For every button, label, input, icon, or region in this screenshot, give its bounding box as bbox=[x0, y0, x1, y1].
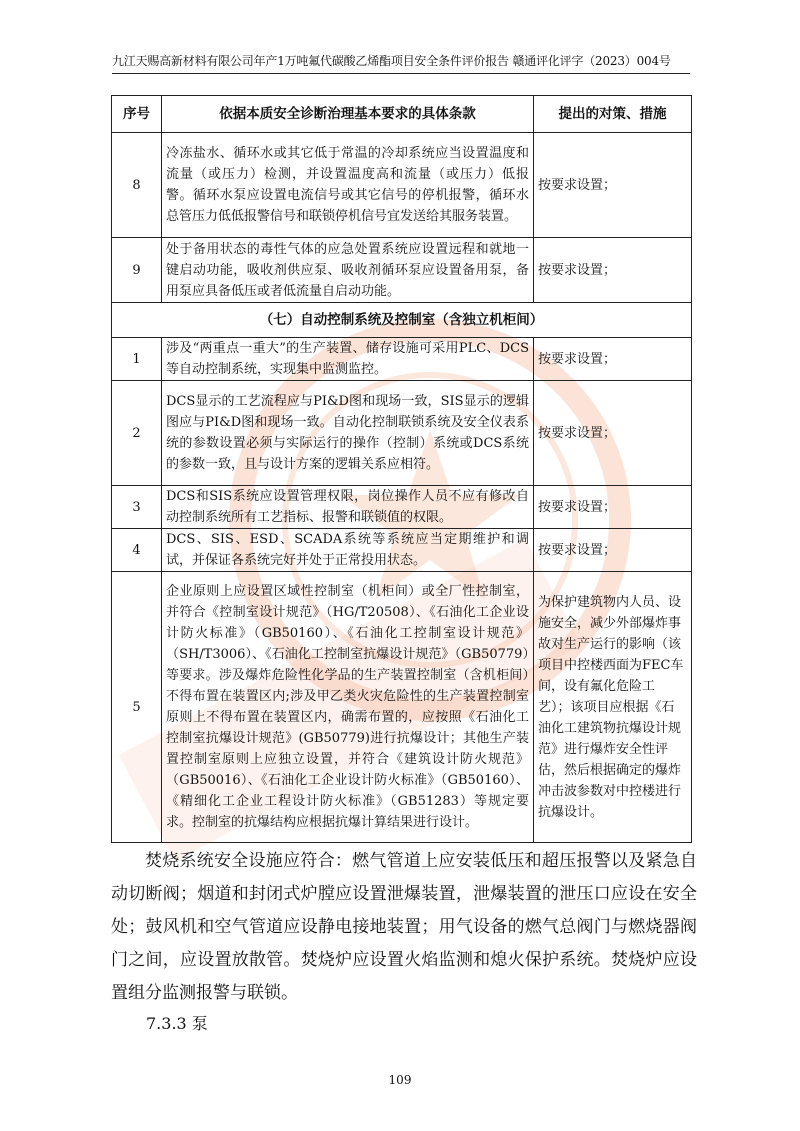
row-clause: 冷冻盐水、循环水或其它低于常温的冷却系统应当设置温度和流量（或压力）检测，并设置温度高和流量（或压力）低报警。循环水泵应设置电流信号或其它信号的停机报警，循环水总管压力低低报警信号和联锁停机信号宜发送给其服务装置。 bbox=[162, 133, 534, 238]
column-header-number: 序号 bbox=[112, 96, 162, 133]
row-number: 4 bbox=[112, 529, 162, 572]
table-header-row bbox=[112, 96, 692, 133]
header-divider bbox=[112, 73, 690, 74]
row-clause: DCS和SIS系统应设置管理权限，岗位操作人员不应有修改自动控制系统所有工艺指标、报警和联锁值的权限。 bbox=[162, 486, 534, 529]
table-row bbox=[112, 529, 692, 572]
incinerator-safety-paragraph: 焚烧系统安全设施应符合：燃气管道上应安装低压和超压报警以及紧急自动切断阀；烟道和封闭式炉膛应设置泄爆装置，泄爆装置的泄压口应设在安全处；鼓风机和空气管道应设静电接地装置；用气设备的燃气总阀门与燃烧器阀门之间，应设置放散管。焚烧炉应设置火焰监测和熄火保护系统。焚烧炉应设置组分监测报警与联锁。 bbox=[111, 851, 697, 1003]
row-clause: 企业原则上应设置区域性控制室（机柜间）或全厂性控制室，并符合《控制室设计规范》（HG/T20508）、《石油化工企业设计防火标准》（GB50160）、《石油化工控制室设计规范》（SH/T3006）、《石油化工控制室抗爆设计规范》（GB50779）等要求。涉及爆炸危险性化学品的生产装置控制室（含机柜间）不得布置在装置区内;涉及甲乙类火灾危险性的生产装置控制室原则上不得布置在装置区内，确需布置的，应按照《石油化工控制室抗爆设计规范》(GB50779)进行抗爆设计；其他生产装置控制室原则上应独立设置，并符合《建筑设计防火规范》（GB50016）、《石油化工企业设计防火标准》（GB50160）、《精细化工企业工程设计防火标准》（GB51283）等规定要求。控制室的抗爆结构应根据抗爆计算结果进行设计。 bbox=[162, 572, 534, 843]
section-row bbox=[112, 303, 692, 338]
row-clause: DCS、SIS、ESD、SCADA系统等系统应当定期维护和调试，并保证各系统完好并处于正常投用状态。 bbox=[162, 529, 534, 572]
row-measure: 按要求设置； bbox=[534, 338, 692, 381]
row-number: 2 bbox=[112, 381, 162, 486]
report-header: 九江天赐高新材料有限公司年产1万吨氟代碳酸乙烯酯项目安全条件评价报告 赣通评化评字（2023）004号 bbox=[112, 54, 671, 68]
table-row bbox=[112, 338, 692, 381]
row-number: 1 bbox=[112, 338, 162, 381]
row-measure: 按要求设置； bbox=[534, 486, 692, 529]
row-measure: 按要求设置； bbox=[534, 133, 692, 238]
column-header-clause: 依据本质安全诊断治理基本要求的具体条款 bbox=[162, 96, 534, 133]
page-number: 109 bbox=[388, 1073, 412, 1087]
section-heading-pump: 7.3.3 泵 bbox=[146, 1014, 208, 1033]
table-row bbox=[112, 238, 692, 303]
row-measure: 按要求设置； bbox=[534, 238, 692, 303]
section-title: （七）自动控制系统及控制室（含独立机柜间） bbox=[112, 303, 692, 338]
row-clause: 处于备用状态的毒性气体的应急处置系统应设置远程和就地一键启动功能，吸收剂供应泵、吸收剂循环泵应设置备用泵，备用泵应具备低压或者低流量自启动功能。 bbox=[162, 238, 534, 303]
row-number: 5 bbox=[112, 572, 162, 843]
row-measure: 按要求设置； bbox=[534, 529, 692, 572]
row-measure: 按要求设置； bbox=[534, 381, 692, 486]
table-row bbox=[112, 381, 692, 486]
row-clause: 涉及“两重点一重大”的生产装置、储存设施可采用PLC、DCS等自动控制系统，实现集中监测监控。 bbox=[162, 338, 534, 381]
row-number: 3 bbox=[112, 486, 162, 529]
safety-measures-table bbox=[111, 95, 692, 843]
row-measure: 为保护建筑物内人员、设施安全，减少外部爆炸事故对生产运行的影响（该项目中控楼西面为FEC车间，设有氟化危险工艺）；该项目应根据《石油化工建筑物抗爆设计规范》进行爆炸安全性评估，然后根据确定的爆炸冲击波参数对中控楼进行抗爆设计。 bbox=[534, 572, 692, 843]
column-header-measure: 提出的对策、措施 bbox=[534, 96, 692, 133]
row-number: 8 bbox=[112, 133, 162, 238]
row-number: 9 bbox=[112, 238, 162, 303]
table-row bbox=[112, 133, 692, 238]
table-row bbox=[112, 486, 692, 529]
row-clause: DCS显示的工艺流程应与PI&D图和现场一致，SIS显示的逻辑图应与PI&D图和现场一致。自动化控制联锁系统及安全仪表系统的参数设置必须与实际运行的操作（控制）系统或DCS系统的参数一致，且与设计方案的逻辑关系应相符。 bbox=[162, 381, 534, 486]
table-row bbox=[112, 572, 692, 843]
